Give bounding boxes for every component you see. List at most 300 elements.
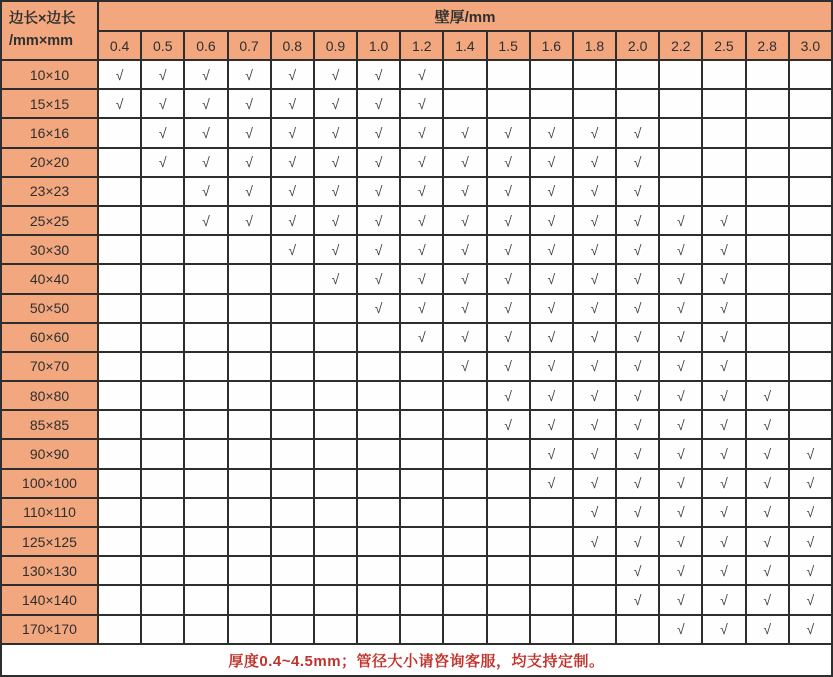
thickness-column-header: 3.0 [789, 31, 832, 60]
check-mark: √ [504, 416, 512, 433]
check-cell [573, 89, 616, 118]
check-cell [487, 89, 530, 118]
size-cell: 30×30 [1, 235, 98, 264]
check-cell [228, 206, 271, 235]
check-mark: √ [504, 154, 512, 171]
check-mark: √ [763, 446, 771, 463]
check-cell [271, 235, 314, 264]
check-cell [141, 498, 184, 527]
check-cell [789, 177, 832, 206]
check-mark: √ [806, 562, 815, 579]
check-cell [357, 148, 400, 177]
check-cell [271, 498, 314, 527]
check-mark: √ [461, 154, 469, 171]
check-cell [141, 469, 184, 498]
check-mark: √ [633, 387, 642, 404]
check-cell [271, 615, 314, 644]
check-mark: √ [633, 533, 642, 550]
check-cell [530, 294, 573, 323]
check-cell [98, 410, 141, 439]
check-cell [400, 235, 443, 264]
check-mark: √ [547, 212, 556, 229]
check-mark: √ [763, 591, 771, 608]
size-cell: 23×23 [1, 177, 98, 206]
check-mark: √ [202, 95, 210, 112]
check-cell [184, 469, 227, 498]
check-cell [271, 439, 314, 468]
check-cell [314, 294, 357, 323]
check-mark: √ [202, 212, 210, 229]
check-mark: √ [202, 66, 210, 83]
check-cell [616, 118, 659, 147]
check-cell [228, 381, 271, 410]
corner-header-line2: /mm×mm [9, 32, 74, 49]
check-mark: √ [633, 270, 642, 287]
check-cell [228, 148, 271, 177]
check-cell [400, 410, 443, 439]
table-row [1, 323, 832, 352]
check-cell [659, 615, 702, 644]
check-mark: √ [245, 183, 253, 200]
check-mark: √ [676, 358, 685, 375]
check-mark: √ [417, 300, 426, 317]
check-cell [184, 556, 227, 585]
check-mark: √ [590, 416, 599, 433]
check-cell [443, 439, 486, 468]
check-cell [487, 206, 530, 235]
check-cell [271, 294, 314, 323]
table-row [1, 89, 832, 118]
check-cell [530, 118, 573, 147]
thickness-column-header: 1.4 [443, 31, 486, 60]
check-cell [98, 235, 141, 264]
check-cell [184, 585, 227, 614]
table-row [1, 148, 832, 177]
thickness-column-header: 1.2 [400, 31, 443, 60]
check-mark: √ [158, 154, 167, 171]
check-cell [271, 556, 314, 585]
check-mark: √ [633, 183, 642, 200]
check-mark: √ [374, 212, 383, 229]
check-cell [789, 60, 832, 89]
check-cell [702, 469, 745, 498]
check-cell [746, 381, 789, 410]
check-cell [789, 323, 832, 352]
check-cell [746, 352, 789, 381]
check-mark: √ [374, 124, 383, 141]
check-cell [487, 323, 530, 352]
check-cell [357, 585, 400, 614]
check-cell [746, 498, 789, 527]
check-cell [184, 527, 227, 556]
check-cell [98, 469, 141, 498]
check-cell [357, 60, 400, 89]
check-cell [357, 556, 400, 585]
check-mark: √ [720, 212, 728, 229]
table-row [1, 556, 832, 585]
thickness-column-header: 1.5 [487, 31, 530, 60]
check-cell [98, 352, 141, 381]
check-mark: √ [461, 329, 469, 346]
check-cell [184, 294, 227, 323]
check-mark: √ [590, 446, 599, 463]
check-cell [228, 264, 271, 293]
check-cell [141, 206, 184, 235]
check-cell [98, 323, 141, 352]
table-row [1, 498, 832, 527]
check-cell [314, 89, 357, 118]
check-cell [616, 177, 659, 206]
check-cell [400, 294, 443, 323]
check-cell [616, 410, 659, 439]
check-cell [98, 148, 141, 177]
check-cell [271, 60, 314, 89]
check-mark: √ [245, 212, 253, 229]
check-mark: √ [720, 504, 728, 521]
check-cell [141, 148, 184, 177]
check-cell [659, 148, 702, 177]
check-mark: √ [590, 504, 599, 521]
check-mark: √ [590, 300, 599, 317]
check-cell [314, 556, 357, 585]
header-row-top [1, 1, 832, 31]
check-cell [616, 323, 659, 352]
check-cell [443, 60, 486, 89]
table-row [1, 118, 832, 147]
check-cell [357, 527, 400, 556]
check-cell [443, 148, 486, 177]
check-mark: √ [417, 66, 426, 83]
check-cell [271, 206, 314, 235]
size-cell: 50×50 [1, 294, 98, 323]
check-cell [702, 615, 745, 644]
check-mark: √ [461, 270, 469, 287]
check-cell [228, 556, 271, 585]
check-cell [487, 615, 530, 644]
check-mark: √ [676, 504, 685, 521]
check-cell [702, 585, 745, 614]
check-cell [573, 235, 616, 264]
thickness-column-header: 0.6 [184, 31, 227, 60]
check-cell [314, 177, 357, 206]
check-cell [184, 410, 227, 439]
size-cell: 90×90 [1, 439, 98, 468]
check-cell [573, 527, 616, 556]
thickness-column-header: 1.8 [573, 31, 616, 60]
check-cell [487, 469, 530, 498]
check-cell [228, 352, 271, 381]
check-mark: √ [676, 475, 685, 492]
check-cell [184, 323, 227, 352]
check-cell [98, 118, 141, 147]
check-mark: √ [504, 270, 512, 287]
check-cell [573, 615, 616, 644]
check-mark: √ [417, 329, 426, 346]
check-cell [271, 148, 314, 177]
check-cell [702, 177, 745, 206]
check-mark: √ [417, 124, 426, 141]
check-cell [746, 527, 789, 556]
check-cell [184, 352, 227, 381]
check-cell [400, 323, 443, 352]
check-cell [98, 177, 141, 206]
check-cell [616, 294, 659, 323]
check-cell [271, 381, 314, 410]
table-row [1, 352, 832, 381]
thickness-column-header: 2.0 [616, 31, 659, 60]
check-cell [98, 585, 141, 614]
check-mark: √ [676, 329, 685, 346]
table-row [1, 469, 832, 498]
check-cell [616, 235, 659, 264]
check-cell [141, 323, 184, 352]
check-mark: √ [288, 154, 297, 171]
check-cell [271, 323, 314, 352]
check-cell [659, 498, 702, 527]
check-cell [443, 615, 486, 644]
check-mark: √ [590, 475, 599, 492]
footer-note: 厚度0.4~4.5mm；管径大小请咨询客服，均支持定制。 [1, 644, 832, 676]
check-cell [616, 498, 659, 527]
check-cell [616, 264, 659, 293]
check-cell [98, 527, 141, 556]
check-cell [573, 264, 616, 293]
check-mark: √ [763, 504, 771, 521]
check-mark: √ [763, 475, 771, 492]
size-cell: 70×70 [1, 352, 98, 381]
check-cell [616, 89, 659, 118]
check-mark: √ [331, 124, 340, 141]
check-cell [400, 148, 443, 177]
check-cell [616, 60, 659, 89]
check-cell [184, 381, 227, 410]
check-mark: √ [331, 212, 340, 229]
check-cell [400, 615, 443, 644]
check-cell [530, 469, 573, 498]
check-cell [573, 439, 616, 468]
check-cell [184, 206, 227, 235]
check-cell [357, 410, 400, 439]
check-cell [400, 498, 443, 527]
table-row [1, 60, 832, 89]
check-mark: √ [720, 591, 728, 608]
check-mark: √ [633, 504, 642, 521]
check-mark: √ [374, 270, 383, 287]
check-cell [789, 294, 832, 323]
check-cell [141, 410, 184, 439]
check-mark: √ [720, 446, 728, 463]
check-mark: √ [417, 270, 426, 287]
corner-header [1, 1, 98, 60]
check-mark: √ [288, 183, 297, 200]
check-mark: √ [720, 562, 728, 579]
check-cell [702, 498, 745, 527]
check-mark: √ [504, 212, 512, 229]
check-cell [98, 294, 141, 323]
check-cell [702, 527, 745, 556]
check-cell [141, 294, 184, 323]
check-cell [228, 469, 271, 498]
check-cell [530, 381, 573, 410]
check-cell [746, 148, 789, 177]
check-cell [357, 294, 400, 323]
check-cell [573, 60, 616, 89]
check-cell [789, 148, 832, 177]
check-cell [357, 352, 400, 381]
check-cell [746, 206, 789, 235]
check-cell [357, 89, 400, 118]
check-cell [616, 206, 659, 235]
check-cell [659, 585, 702, 614]
thickness-column-header: 2.5 [702, 31, 745, 60]
check-mark: √ [547, 300, 556, 317]
check-cell [530, 148, 573, 177]
check-mark: √ [504, 124, 512, 141]
check-mark: √ [374, 241, 383, 258]
check-cell [789, 498, 832, 527]
check-mark: √ [633, 241, 642, 258]
check-cell [271, 264, 314, 293]
check-cell [400, 556, 443, 585]
check-cell [789, 206, 832, 235]
check-mark: √ [331, 241, 340, 258]
check-mark: √ [590, 358, 599, 375]
check-mark: √ [676, 591, 685, 608]
check-cell [228, 527, 271, 556]
check-mark: √ [158, 95, 167, 112]
thickness-column-header: 0.8 [271, 31, 314, 60]
check-cell [789, 615, 832, 644]
check-cell [400, 206, 443, 235]
check-mark: √ [331, 154, 340, 171]
check-cell [228, 585, 271, 614]
thickness-header: 壁厚/mm [98, 1, 832, 31]
check-cell [357, 615, 400, 644]
check-cell [228, 118, 271, 147]
check-cell [746, 89, 789, 118]
check-cell [357, 118, 400, 147]
size-cell: 25×25 [1, 206, 98, 235]
thickness-column-header: 1.0 [357, 31, 400, 60]
check-cell [141, 556, 184, 585]
check-cell [271, 410, 314, 439]
check-cell [487, 410, 530, 439]
check-cell [659, 264, 702, 293]
check-mark: √ [763, 533, 771, 550]
check-cell [746, 264, 789, 293]
check-cell [228, 60, 271, 89]
check-cell [487, 527, 530, 556]
check-cell [184, 60, 227, 89]
check-mark: √ [676, 562, 685, 579]
corner-header-line1: 边长×边长 [9, 11, 76, 28]
check-cell [443, 527, 486, 556]
check-mark: √ [547, 387, 556, 404]
check-cell [487, 498, 530, 527]
check-cell [314, 264, 357, 293]
check-cell [616, 469, 659, 498]
check-cell [314, 585, 357, 614]
check-mark: √ [504, 329, 512, 346]
check-cell [530, 235, 573, 264]
check-cell [530, 60, 573, 89]
check-mark: √ [720, 621, 728, 638]
check-mark: √ [417, 95, 426, 112]
table-row [1, 235, 832, 264]
size-cell: 20×20 [1, 148, 98, 177]
check-cell [789, 89, 832, 118]
check-mark: √ [633, 300, 642, 317]
check-cell [443, 323, 486, 352]
check-cell [573, 469, 616, 498]
check-mark: √ [331, 183, 340, 200]
check-cell [530, 264, 573, 293]
check-cell [702, 410, 745, 439]
table-head [1, 1, 832, 60]
check-cell [487, 294, 530, 323]
check-cell [443, 381, 486, 410]
check-cell [443, 556, 486, 585]
size-cell: 40×40 [1, 264, 98, 293]
table-row [1, 410, 832, 439]
check-mark: √ [461, 300, 469, 317]
check-cell [746, 439, 789, 468]
check-mark: √ [590, 124, 599, 141]
thickness-column-header: 0.4 [98, 31, 141, 60]
check-cell [530, 323, 573, 352]
check-cell [789, 556, 832, 585]
check-cell [357, 439, 400, 468]
check-mark: √ [590, 241, 599, 258]
check-cell [228, 235, 271, 264]
check-cell [487, 352, 530, 381]
check-cell [141, 118, 184, 147]
check-cell [443, 294, 486, 323]
check-cell [616, 148, 659, 177]
check-cell [616, 615, 659, 644]
check-cell [573, 381, 616, 410]
thickness-column-header: 0.7 [228, 31, 271, 60]
table-row [1, 177, 832, 206]
check-mark: √ [676, 300, 685, 317]
check-mark: √ [633, 329, 642, 346]
check-cell [573, 585, 616, 614]
check-mark: √ [676, 270, 685, 287]
check-cell [789, 410, 832, 439]
thickness-column-header: 0.5 [141, 31, 184, 60]
check-cell [573, 206, 616, 235]
check-cell [357, 469, 400, 498]
check-cell [530, 585, 573, 614]
check-mark: √ [417, 241, 426, 258]
check-cell [789, 352, 832, 381]
check-mark: √ [288, 124, 297, 141]
check-cell [487, 439, 530, 468]
check-cell [487, 585, 530, 614]
check-mark: √ [806, 621, 815, 638]
check-mark: √ [374, 183, 383, 200]
check-cell [659, 235, 702, 264]
thickness-column-header: 2.2 [659, 31, 702, 60]
check-mark: √ [504, 183, 512, 200]
check-cell [141, 177, 184, 206]
check-mark: √ [676, 621, 685, 638]
check-mark: √ [676, 212, 685, 229]
check-cell [228, 89, 271, 118]
check-mark: √ [288, 66, 297, 83]
check-cell [357, 235, 400, 264]
check-cell [789, 235, 832, 264]
